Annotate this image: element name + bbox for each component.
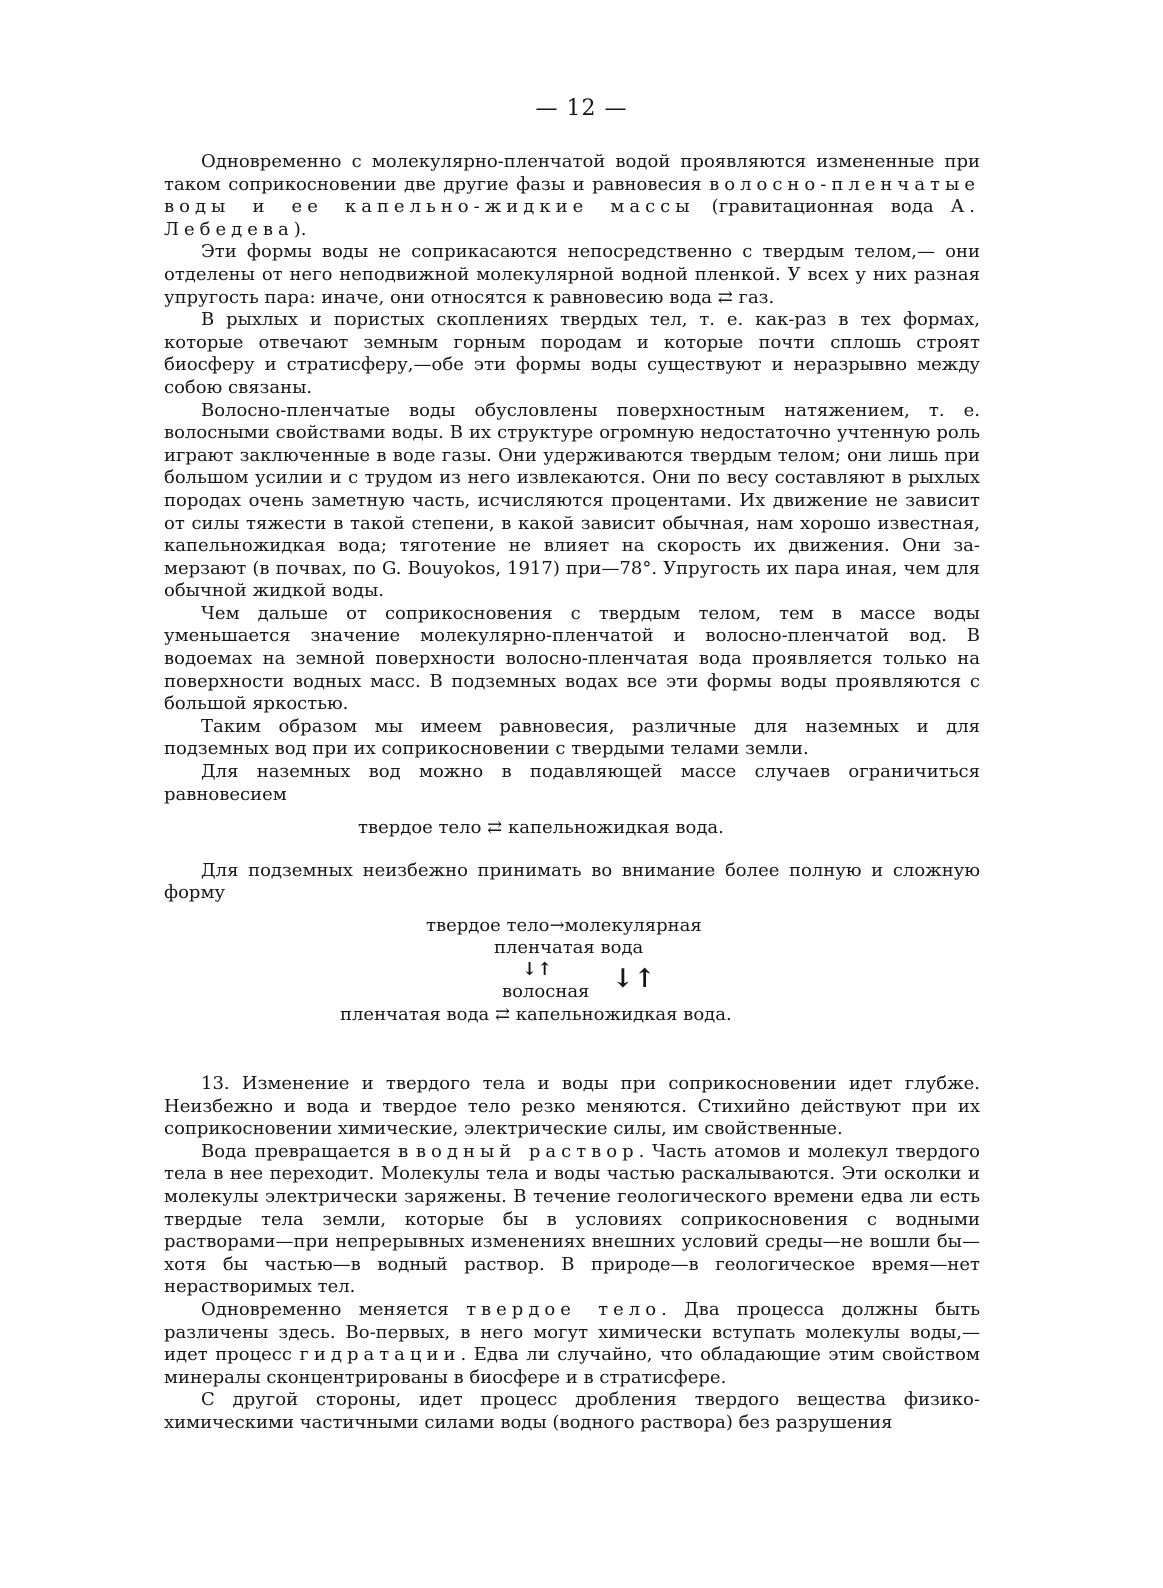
spaced-emphasis: волосно-пленчатые воды и ее капельно-жидкие массы — [164, 173, 980, 218]
paragraph-9: 13. Изменение и твердого тела и воды при соприкосновении идет глубже. Неизбежно и вода и твердое тело резко меняются. Стихийно действуют при их соприкосновении химические, электрические силы, им свойственные. — [164, 1073, 980, 1140]
paragraph-1-end: ). — [293, 218, 307, 240]
paragraph-10 — [164, 1141, 980, 1299]
paragraph-11-tail: . Едва ли случайно, что обладающие этим свойством минералы сконцентрированы в биосфере и в стратисфере. — [164, 1344, 980, 1388]
spaced-emphasis: водный раствор — [415, 1140, 639, 1162]
paragraph-2: Эти формы воды не соприкасаются непосредственно с твердым телом,— они отделены от него неподвижной молекулярной водной пленкой. У всех у них разная упругость пара: иначе, они относятся к равновесию вода ⇄ газ. — [164, 241, 980, 308]
paragraph-6: Таким образом мы имеем равновесия, различные для наземных и для подземных вод при их соприкосновении с твердыми телами земли. — [164, 715, 980, 760]
equilibrium-scheme — [164, 915, 980, 1065]
paragraph-7: Для наземных вод можно в подавляющей массе случаев ограничиться равновесием — [164, 761, 980, 805]
paragraph-3: В рыхлых и пористых скоплениях твердых тел, т. е. как-раз в тех формах, которые отвечают земным горным породам и которые почти сплошь строят биосферу и стратисферу,—обе эти формы воды существуют и неразрывно между собою связаны. — [164, 309, 980, 398]
paragraph-11 — [164, 1299, 980, 1389]
scheme-arrows-left-icon: ↓↑ — [522, 959, 553, 980]
paragraph-4: Волосно-пленчатые воды обусловлены поверхностным натяжением, т. е. волосными свойствами воды. В их структуре огромную недостаточно учтенную роль играют заключенные в воде газы. Они удерживаются твердым телом; они лишь при большом усилии и с трудом из него извлекаются. Они по весу составляют в рыхлых породах очень заметную часть, исчисляются процентами. Их движение не зависит от силы тяжести в такой степени, в какой зависит обычная, нам хорошо известная, капельножидкая вода; тяготение не влияет на скорость их движения. Они замерзают (в почвах, по G. Bouyokos, 1917) при—78°. Упругость их пара иная, чем для обычной жидкой воды. — [164, 399, 980, 602]
paragraph-8: Для подземных неизбежно принимать во внимание более полную и сложную форму — [164, 859, 980, 904]
paragraph-11-text: Одновременно меняется — [201, 1298, 467, 1320]
spaced-emphasis-2: гидратации — [299, 1344, 461, 1366]
scheme-line-2: пленчатая вода — [494, 937, 644, 958]
scheme-line-3: волосная — [502, 981, 590, 1002]
scheme-line-4: пленчатая вода ⇄ капельножидкая вода. — [340, 1004, 732, 1025]
equilibrium-formula: твердое тело ⇄ капельножидкая вода. — [358, 817, 724, 839]
paragraph-1 — [164, 151, 980, 241]
page-number: — 12 — — [535, 96, 628, 121]
paragraph-1-text: Одновременно с молекулярно-пленчатой водой проявляются измененные при таком соприкосновении две другие фазы и равновесия — [164, 151, 980, 195]
paragraph-12: С другой стороны, идет процесс дробления твердого вещества физикохимическими частичными силами воды (водного раствора) без разрушения — [164, 1389, 980, 1433]
paragraph-10-text: Вода превращается в — [201, 1140, 416, 1162]
scheme-arrows-right-icon: ↓↑ — [612, 964, 656, 994]
author-name: А. Лебедева — [164, 196, 981, 240]
paragraph-5: Чем дальше от соприкосновения с твердым телом, тем в массе воды уменьшается значение молекулярно-пленчатой и волосно-пленчатой вод. В водоемах на земной поверхности волосно-пленчатая вода проявляется только на поверхности водных масс. В подземных водах все эти формы воды проявляются с большой яркостью. — [164, 602, 980, 715]
page-body — [164, 151, 980, 1435]
spaced-emphasis: твердое тело — [466, 1298, 662, 1320]
scheme-line-1: твердое тело→молекулярная — [426, 915, 702, 936]
paragraph-10-tail: . Часть атомов и молекул твердого тела в нее переходит. Молекулы тела и воды частью раскалываются. Эти осколки и молекулы электрически заряжены. В течение геологического времени едва ли есть твердые тела земли, которые бы в условиях соприкосновения с водными растворами—при непрерывных изменениях внешних условий среды—не вошли бы—хотя бы частью—в водный раствор. В природе—в геологическое время—нет нерастворимых тел. — [164, 1140, 981, 1298]
paragraph-11-middle: . Два процесса должны быть различены здесь. Во-первых, в него могут химически вступать молекулы воды,— идет процесс — [164, 1298, 980, 1366]
paragraph-1-tail: (гравитационная вода — [694, 196, 951, 218]
